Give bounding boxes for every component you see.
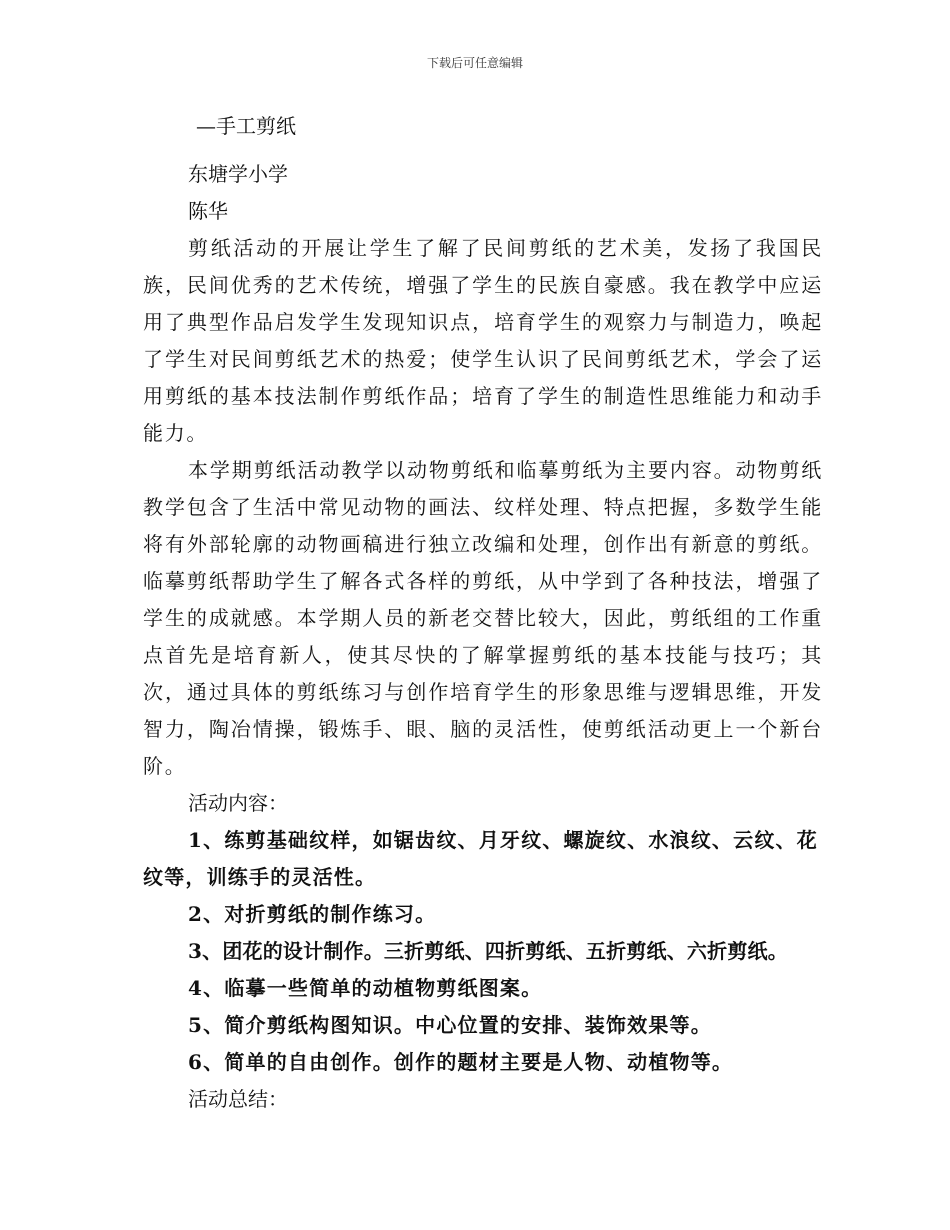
school-name: 东塘学小学	[188, 162, 288, 186]
content-list-item: 2、对折剪纸的制作练习。	[188, 902, 437, 926]
content-section-label: 活动内容：	[188, 791, 288, 815]
content-list-item: 4、临摹一些简单的动植物剪纸图案。	[188, 976, 543, 1000]
document-title: —手工剪纸	[196, 114, 296, 138]
content-list-item: 3、团花的设计制作。三折剪纸、四折剪纸、五折剪纸、六折剪纸。	[188, 939, 788, 963]
paragraph: 剪纸活动的开展让学生了解了民间剪纸的艺术美，发扬了我国民族，民间优秀的艺术传统，增强了学生的民族自豪感。我在教学中应运用了典型作品启发学生发现知识点，培育学生的观察力与制造力，唤起了学生对民间剪纸艺术的热爱；使学生认识了民间剪纸艺术，学会了运用剪纸的基本技法制作剪纸作品；培育了学生的制造性思维能力和动手能力。	[143, 236, 823, 445]
document-body	[143, 108, 823, 1118]
page-header-note: 下载后可任意编辑	[426, 56, 523, 70]
content-list-item: 5、简介剪纸构图知识。中心位置的安排、装饰效果等。	[188, 1013, 712, 1037]
summary-section-label: 活动总结：	[188, 1087, 288, 1111]
content-list-item: 1、练剪基础纹样，如锯齿纹、月牙纹、螺旋纹、水浪纹、云纹、花纹等，训练手的灵活性。	[143, 828, 818, 889]
content-list-item: 6、简单的自由创作。创作的题材主要是人物、动植物等。	[188, 1050, 734, 1074]
paragraph: 本学期剪纸活动教学以动物剪纸和临摹剪纸为主要内容。动物剪纸教学包含了生活中常见动物的画法、纹样处理、特点把握，多数学生能将有外部轮廓的动物画稿进行独立改编和处理，创作出有新意的剪纸。临摹剪纸帮助学生了解各式各样的剪纸，从中学到了各种技法，增强了学生的成就感。本学期人员的新老交替比较大，因此，剪纸组的工作重点首先是培育新人，使其尽快的了解掌握剪纸的基本技能与技巧；其次，通过具体的剪纸练习与创作培育学生的形象思维与逻辑思维，开发智力，陶冶情操，锻炼手、眼、脑的灵活性，使剪纸活动更上一个新台阶。	[143, 458, 823, 778]
author-name: 陈华	[188, 199, 228, 223]
